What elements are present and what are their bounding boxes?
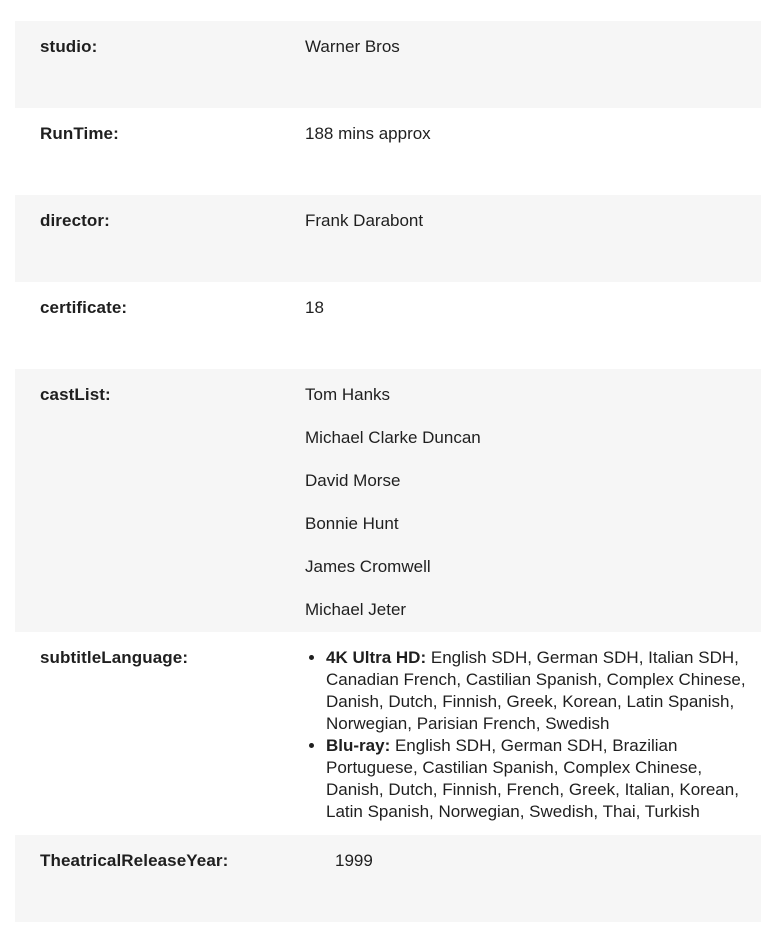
cast-member: James Cromwell xyxy=(305,557,431,576)
subtitle-format-label: 4K Ultra HD: xyxy=(326,648,427,667)
cast-member: Michael Clarke Duncan xyxy=(305,428,481,447)
row-value-certificate: 18 xyxy=(305,298,324,317)
table-row-castlist xyxy=(15,369,761,632)
cast-member: Tom Hanks xyxy=(305,385,391,404)
cast-member: Michael Jeter xyxy=(305,600,407,619)
subtitle-item-bluray xyxy=(326,735,747,823)
row-value-theatricalreleaseyear: 1999 xyxy=(335,851,373,870)
subtitle-language-list xyxy=(305,647,747,823)
subtitle-languages: English SDH, German SDH, Italian SDH, Canadian French, Castilian Spanish, Complex Chinese, Danish, Dutch, Finnish, Greek, Korean, Latin Spanish, Norwegian, Parisian French, Swedish xyxy=(326,648,746,733)
row-value-subtitlelanguage xyxy=(305,647,761,823)
row-label-theatricalreleaseyear: TheatricalReleaseYear: xyxy=(40,851,229,870)
subtitle-format-label: Blu-ray: xyxy=(326,736,391,755)
movie-details-table xyxy=(15,21,761,922)
row-value-director: Frank Darabont xyxy=(305,211,424,230)
row-label-runtime: RunTime: xyxy=(40,124,119,143)
row-label-certificate: certificate: xyxy=(40,298,128,317)
table-row-studio xyxy=(15,21,761,108)
row-label-subtitlelanguage: subtitleLanguage: xyxy=(40,648,189,667)
table-row-director xyxy=(15,195,761,282)
table-row-theatricalreleaseyear xyxy=(15,835,761,922)
row-value-castlist xyxy=(305,384,761,620)
row-label-studio: studio: xyxy=(40,37,98,56)
row-label-director: director: xyxy=(40,211,110,230)
subtitle-item-4k xyxy=(326,647,747,735)
row-label-castlist: castList: xyxy=(40,385,111,404)
subtitle-languages: English SDH, German SDH, Brazilian Portuguese, Castilian Spanish, Complex Chinese, Danish, Dutch, Finnish, French, Greek, Italian, Korean, Latin Spanish, Norwegian, Swedish, Thai, Turkish xyxy=(326,736,739,821)
table-row-runtime xyxy=(15,108,761,195)
table-row-subtitlelanguage xyxy=(15,632,761,835)
cast-member: David Morse xyxy=(305,471,401,490)
row-value-runtime: 188 mins approx xyxy=(305,124,431,143)
row-value-studio: Warner Bros xyxy=(305,37,400,56)
cast-member: Bonnie Hunt xyxy=(305,514,399,533)
table-row-certificate xyxy=(15,282,761,369)
